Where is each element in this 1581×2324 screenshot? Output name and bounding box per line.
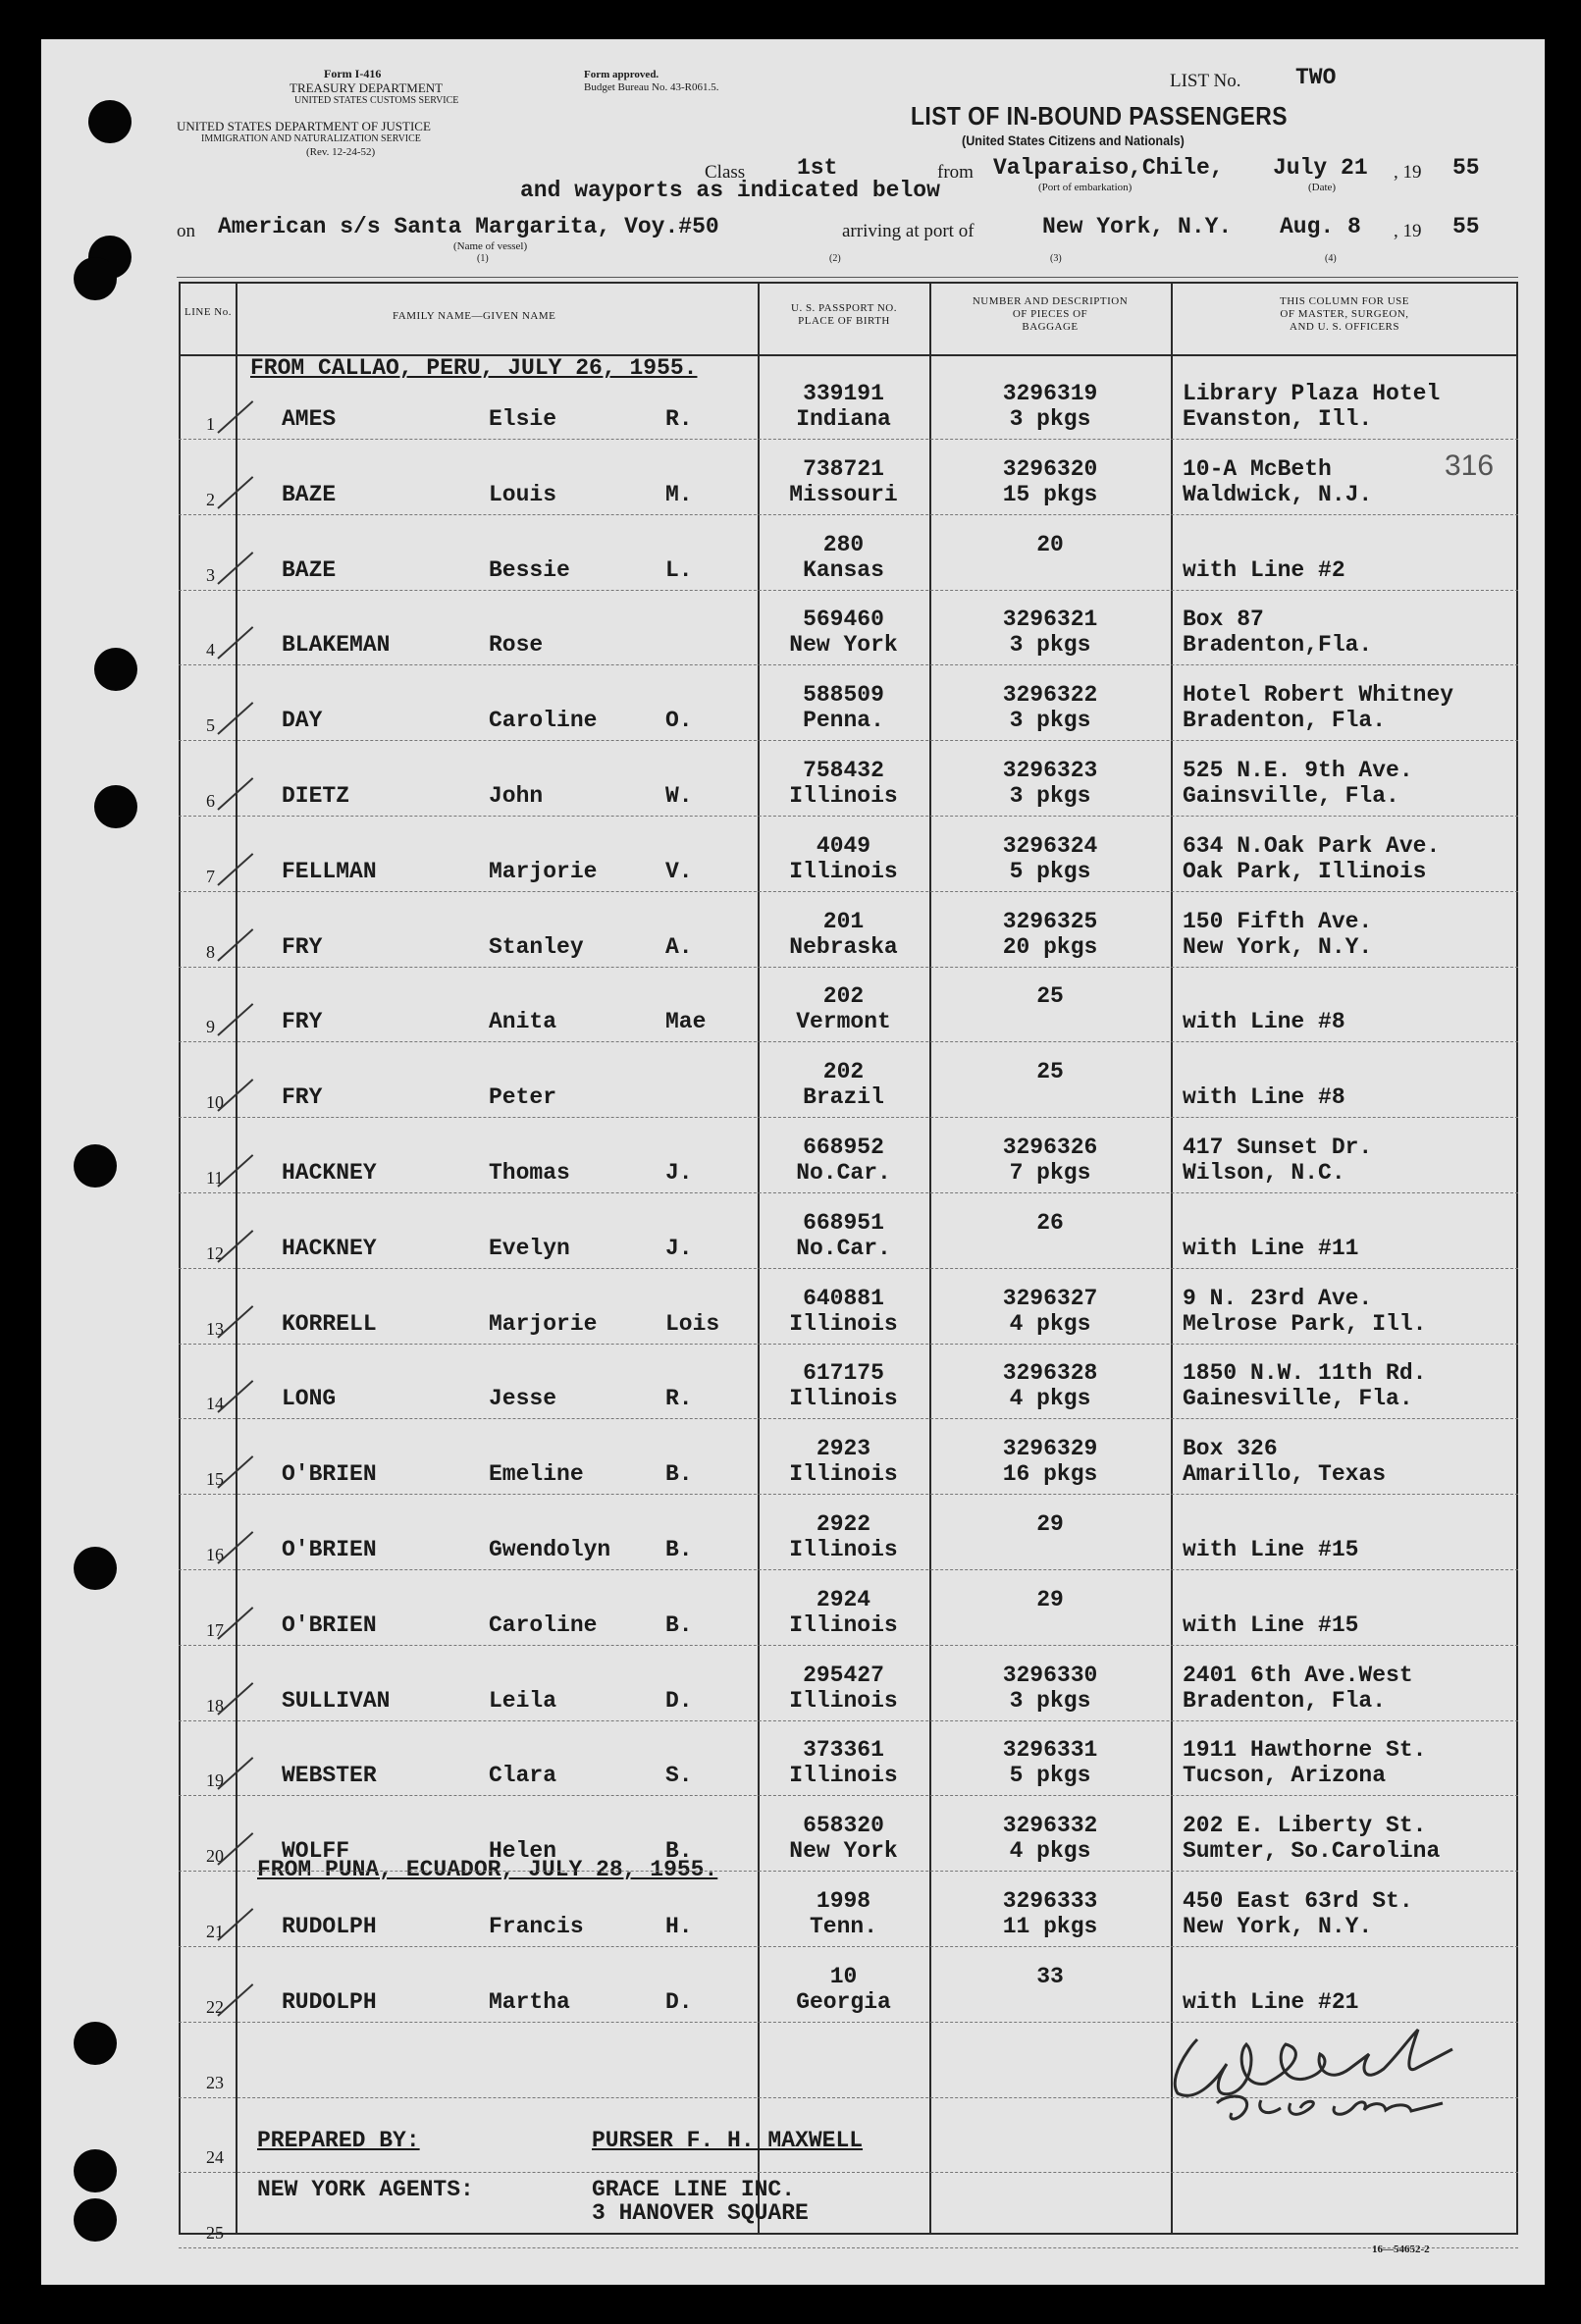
middle-initial: W.: [665, 783, 693, 809]
given-name: Emeline: [489, 1461, 584, 1488]
middle-initial: Lois: [665, 1310, 720, 1337]
row-separator: [179, 514, 1518, 515]
baggage-description: 3 pkgs: [1009, 1687, 1091, 1714]
agents-value-1: GRACE LINE INC.: [592, 2177, 796, 2202]
passport-number: 668952: [803, 1135, 884, 1160]
baggage-number: 25: [1036, 983, 1064, 1010]
prepared-label: PREPARED BY:: [257, 2128, 420, 2153]
passport-number: 588509: [803, 682, 884, 709]
budget-bureau: Budget Bureau No. 43-R061.5.: [584, 81, 719, 93]
arrival-date: Aug. 8: [1280, 214, 1361, 239]
line-number: 10: [206, 1092, 224, 1113]
baggage-number: 3296331: [1002, 1737, 1098, 1764]
family-name: LONG: [282, 1386, 337, 1412]
caption-4: (4): [1325, 253, 1337, 264]
baggage-number: 3296324: [1002, 832, 1098, 859]
vessel-name: American s/s Santa Margarita, Voy.#50: [218, 214, 719, 239]
baggage-description: 15 pkgs: [1002, 481, 1098, 507]
passport-number: 569460: [803, 607, 884, 633]
line-number: 20: [206, 1846, 224, 1867]
passport-number: 202: [822, 983, 865, 1010]
line-number: 24: [206, 2147, 224, 2168]
agents-label: NEW YORK AGENTS:: [257, 2177, 474, 2202]
address-line-2: Bradenton,Fla.: [1183, 632, 1373, 659]
passport-number: 10: [829, 1963, 858, 1989]
place-of-birth: Indiana: [796, 406, 891, 432]
address-line-1: 634 N.Oak Park Ave.: [1183, 832, 1441, 859]
place-of-birth: Illinois: [789, 1386, 898, 1412]
row-separator: [179, 1344, 1518, 1345]
stamp-number: 316: [1445, 449, 1495, 482]
arrival-year-prefix: , 19: [1394, 221, 1422, 241]
middle-initial: B.: [665, 1537, 693, 1562]
address-line-2: with Line #8: [1183, 1009, 1345, 1035]
family-name: O'BRIEN: [282, 1611, 377, 1638]
baggage-number: 3296328: [1002, 1360, 1098, 1387]
family-name: SULLIVAN: [282, 1687, 391, 1714]
line-number: 16: [206, 1545, 224, 1564]
family-name: FRY: [282, 1084, 323, 1111]
footer-code: 16—54652-2: [1372, 2244, 1430, 2255]
baggage-number: 3296326: [1002, 1135, 1098, 1160]
place-of-birth: Illinois: [789, 1461, 898, 1488]
given-name: Anita: [489, 1009, 557, 1035]
given-name: Marjorie: [489, 1310, 598, 1337]
embarkation-port: Valparaiso,Chile,: [993, 155, 1224, 181]
baggage-description: 4 pkgs: [1009, 1310, 1091, 1337]
arriving-label: arriving at port of: [842, 221, 975, 241]
line-number: 19: [206, 1770, 224, 1791]
column-divider: [929, 282, 931, 2235]
binder-hole: [74, 257, 117, 300]
family-name: AMES: [282, 406, 337, 432]
baggage-number: 3296330: [1002, 1662, 1098, 1688]
document-title: LIST OF IN-BOUND PASSENGERS: [911, 101, 1288, 131]
middle-initial: R.: [665, 1386, 693, 1412]
line-number: 25: [206, 2223, 224, 2244]
justice-department: UNITED STATES DEPARTMENT OF JUSTICE: [177, 119, 431, 133]
address-line-1: 9 N. 23rd Ave.: [1183, 1285, 1373, 1311]
line-number: 11: [206, 1168, 224, 1188]
row-separator: [179, 816, 1518, 817]
middle-initial: D.: [665, 1988, 693, 2015]
line-number: 13: [206, 1318, 224, 1339]
family-name: BAZE: [282, 481, 337, 507]
baggage-number: 25: [1036, 1059, 1064, 1085]
place-of-birth: Penna.: [803, 708, 884, 734]
line-number: 23: [206, 2072, 224, 2092]
line-number: 15: [206, 1469, 224, 1490]
baggage-description: 4 pkgs: [1009, 1838, 1091, 1865]
place-of-birth: Illinois: [789, 1763, 898, 1789]
embarkation-year: 55: [1452, 155, 1480, 181]
address-line-2: Bradenton, Fla.: [1183, 708, 1387, 734]
col-officers-2: OF MASTER, SURGEON,: [1280, 308, 1409, 320]
passport-number: 1998: [816, 1888, 871, 1914]
address-line-2: with Line #2: [1183, 556, 1345, 583]
place-of-birth: No.Car.: [796, 1160, 891, 1186]
embarkation-date: July 21: [1273, 155, 1368, 181]
line-number: 5: [206, 715, 215, 736]
baggage-number: 3296323: [1002, 758, 1098, 783]
place-of-birth: Kansas: [803, 556, 884, 583]
baggage-description: 7 pkgs: [1009, 1160, 1091, 1186]
line-number: 14: [206, 1394, 224, 1414]
baggage-description: 16 pkgs: [1002, 1461, 1098, 1488]
document-subtitle: (United States Citizens and Nationals): [962, 132, 1185, 148]
passport-number: 202: [822, 1059, 865, 1085]
baggage-number: 3296321: [1002, 607, 1098, 633]
baggage-description: 3 pkgs: [1009, 783, 1091, 809]
row-separator: [179, 664, 1518, 665]
row-separator: [179, 1645, 1518, 1646]
binder-hole: [74, 1547, 117, 1590]
arrival-year: 55: [1452, 214, 1480, 239]
header-rule: [177, 277, 1518, 278]
row-separator: [179, 1795, 1518, 1796]
middle-initial: H.: [665, 1914, 693, 1939]
passport-number: 4049: [816, 832, 871, 859]
officer-signature: [1158, 2010, 1462, 2128]
col-baggage-3: BAGGAGE: [1022, 321, 1079, 333]
row-separator: [179, 1569, 1518, 1570]
baggage-description: 3 pkgs: [1009, 708, 1091, 734]
address-line-2: New York, N.Y.: [1183, 933, 1373, 960]
binder-hole: [74, 2198, 117, 2242]
given-name: Peter: [489, 1084, 557, 1111]
place-of-birth: Georgia: [796, 1988, 891, 2015]
passport-number: 280: [822, 531, 865, 557]
family-name: BAZE: [282, 556, 337, 583]
address-line-2: New York, N.Y.: [1183, 1914, 1373, 1939]
col-officers-3: AND U. S. OFFICERS: [1290, 321, 1399, 333]
baggage-number: 26: [1036, 1209, 1064, 1236]
passport-number: 617175: [803, 1360, 884, 1387]
baggage-number: 3296319: [1002, 381, 1098, 406]
place-of-birth: Illinois: [789, 1687, 898, 1714]
baggage-number: 3296332: [1002, 1813, 1098, 1839]
row-separator: [179, 1946, 1518, 1947]
given-name: Stanley: [489, 933, 584, 960]
family-name: RUDOLPH: [282, 1988, 377, 2015]
line-number: 8: [206, 941, 215, 962]
prepared-value: PURSER F. H. MAXWELL: [592, 2128, 864, 2153]
passport-number: 373361: [803, 1737, 884, 1764]
family-name: BLAKEMAN: [282, 632, 391, 659]
column-divider: [236, 282, 237, 2235]
date-caption: (Date): [1308, 182, 1337, 193]
row-separator: [179, 1418, 1518, 1419]
address-line-1: 10-A McBeth: [1183, 455, 1332, 482]
address-line-1: 1911 Hawthorne St.: [1183, 1737, 1427, 1764]
passport-number: 758432: [803, 758, 884, 783]
col-passport-2: PLACE OF BIRTH: [798, 315, 890, 327]
address-line-2: Bradenton, Fla.: [1183, 1687, 1387, 1714]
given-name: Bessie: [489, 556, 570, 583]
signature-time: [1227, 2100, 1231, 2101]
col-name: FAMILY NAME—GIVEN NAME: [393, 310, 556, 322]
address-line-2: Evanston, Ill.: [1183, 406, 1373, 432]
address-line-2: with Line #8: [1183, 1084, 1345, 1111]
line-number: 12: [206, 1242, 224, 1263]
given-name: Marjorie: [489, 858, 598, 884]
form-revision: (Rev. 12-24-52): [306, 146, 376, 158]
arrival-port: New York, N.Y.: [1042, 214, 1233, 239]
middle-initial: D.: [665, 1687, 693, 1714]
passport-number: 658320: [803, 1813, 884, 1839]
address-line-1: Library Plaza Hotel: [1183, 381, 1441, 406]
middle-initial: B.: [665, 1611, 693, 1638]
baggage-number: 29: [1036, 1511, 1064, 1537]
baggage-description: 5 pkgs: [1009, 1763, 1091, 1789]
line-number: 18: [206, 1695, 224, 1716]
binder-hole: [88, 100, 132, 143]
family-name: O'BRIEN: [282, 1461, 377, 1488]
col-line-no: LINE No.: [184, 306, 232, 318]
given-name: Francis: [489, 1914, 584, 1939]
row-separator: [179, 1192, 1518, 1193]
baggage-number: 20: [1036, 531, 1064, 557]
wayports-note: and wayports as indicated below: [520, 178, 940, 203]
middle-initial: B.: [665, 1461, 693, 1488]
family-name: O'BRIEN: [282, 1537, 377, 1562]
passport-number: 668951: [803, 1209, 884, 1236]
binder-hole: [74, 2149, 117, 2192]
form-number: Form I-416: [324, 67, 382, 80]
address-line-1: 417 Sunset Dr.: [1183, 1135, 1373, 1160]
middle-initial: O.: [665, 708, 693, 734]
passport-number: 201: [822, 908, 865, 934]
place-of-birth: New York: [789, 632, 898, 659]
baggage-description: 11 pkgs: [1002, 1914, 1098, 1939]
passport-number: 640881: [803, 1285, 884, 1311]
family-name: WOLFF: [282, 1838, 350, 1865]
customs-service: UNITED STATES CUSTOMS SERVICE: [294, 95, 459, 106]
row-separator: [179, 1268, 1518, 1269]
middle-initial: L.: [665, 556, 693, 583]
given-name: Rose: [489, 632, 544, 659]
baggage-number: 3296320: [1002, 455, 1098, 482]
given-name: Jesse: [489, 1386, 557, 1412]
baggage-description: 4 pkgs: [1009, 1386, 1091, 1412]
address-line-2: with Line #15: [1183, 1611, 1359, 1638]
baggage-number: 29: [1036, 1586, 1064, 1612]
col-officers-1: THIS COLUMN FOR USE: [1279, 295, 1410, 307]
middle-initial: B.: [665, 1838, 693, 1865]
passport-number: 339191: [803, 381, 884, 406]
place-of-birth: Illinois: [789, 1310, 898, 1337]
place-of-birth: Nebraska: [789, 933, 898, 960]
address-line-1: 450 East 63rd St.: [1183, 1888, 1413, 1914]
address-line-2: Gainesville, Fla.: [1183, 1386, 1413, 1412]
caption-1: (1): [477, 253, 489, 264]
address-line-2: Waldwick, N.J.: [1183, 481, 1373, 507]
given-name: John: [489, 783, 544, 809]
family-name: WEBSTER: [282, 1763, 377, 1789]
baggage-number: 3296327: [1002, 1285, 1098, 1311]
line-number: 4: [206, 640, 215, 660]
address-line-2: with Line #11: [1183, 1235, 1359, 1261]
line-number: 7: [206, 866, 215, 886]
given-name: Martha: [489, 1988, 570, 2015]
column-divider: [1171, 282, 1173, 2235]
caption-3: (3): [1050, 253, 1062, 264]
address-line-1: 1850 N.W. 11th Rd.: [1183, 1360, 1427, 1387]
binder-hole: [74, 2022, 117, 2065]
given-name: Louis: [489, 481, 557, 507]
given-name: Caroline: [489, 708, 598, 734]
embarkation-year-prefix: , 19: [1394, 162, 1422, 183]
baggage-description: 5 pkgs: [1009, 858, 1091, 884]
address-line-1: Box 87: [1183, 607, 1264, 633]
address-line-2: Wilson, N.C.: [1183, 1160, 1345, 1186]
family-name: FELLMAN: [282, 858, 377, 884]
row-separator: [179, 1871, 1518, 1872]
col-baggage-2: OF PIECES OF: [1012, 308, 1088, 320]
passport-number: 295427: [803, 1662, 884, 1688]
binder-hole: [74, 1144, 117, 1188]
address-line-2: Amarillo, Texas: [1183, 1461, 1387, 1488]
given-name: Helen: [489, 1838, 557, 1865]
line-number: 2: [206, 489, 215, 509]
place-of-birth: Missouri: [789, 481, 898, 507]
line-number: 1: [206, 414, 215, 434]
line-number: 21: [206, 1922, 224, 1941]
form-approved: Form approved.: [584, 69, 659, 80]
section-puna: FROM PUNA, ECUADOR, JULY 28, 1955.: [257, 1857, 718, 1882]
row-separator: [179, 1041, 1518, 1042]
family-name: FRY: [282, 933, 323, 960]
given-name: Caroline: [489, 1611, 598, 1638]
baggage-number: 3296333: [1002, 1888, 1098, 1914]
place-of-birth: Illinois: [789, 1611, 898, 1638]
address-line-2: Oak Park, Illinois: [1183, 858, 1427, 884]
agents-value-2: 3 HANOVER SQUARE: [592, 2200, 809, 2226]
row-separator: [179, 2247, 1518, 2248]
baggage-number: 3296329: [1002, 1436, 1098, 1462]
address-line-2: Tucson, Arizona: [1183, 1763, 1387, 1789]
baggage-description: 3 pkgs: [1009, 632, 1091, 659]
baggage-description: 20 pkgs: [1002, 933, 1098, 960]
passport-number: 738721: [803, 455, 884, 482]
list-no-label: LIST No.: [1170, 71, 1241, 91]
address-line-1: 525 N.E. 9th Ave.: [1183, 758, 1413, 783]
vessel-caption: (Name of vessel): [453, 240, 528, 252]
given-name: Leila: [489, 1687, 557, 1714]
col-baggage-1: NUMBER AND DESCRIPTION: [972, 295, 1129, 307]
baggage-description: 3 pkgs: [1009, 406, 1091, 432]
place-of-birth: Tenn.: [809, 1914, 877, 1939]
family-name: FRY: [282, 1009, 323, 1035]
given-name: Thomas: [489, 1160, 570, 1186]
row-separator: [179, 891, 1518, 892]
middle-initial: V.: [665, 858, 693, 884]
given-name: Gwendolyn: [489, 1537, 611, 1562]
line-number: 9: [206, 1017, 215, 1037]
caption-2: (2): [829, 253, 841, 264]
given-name: Clara: [489, 1763, 557, 1789]
middle-initial: S.: [665, 1763, 693, 1789]
place-of-birth: No.Car.: [796, 1235, 891, 1261]
passport-number: 2922: [816, 1511, 871, 1537]
place-of-birth: Brazil: [803, 1084, 884, 1111]
middle-initial: R.: [665, 406, 693, 432]
section-callao: FROM CALLAO, PERU, JULY 26, 1955.: [250, 355, 698, 381]
line-number: 6: [206, 791, 215, 811]
list-no-value: TWO: [1295, 65, 1337, 90]
address-line-1: 150 Fifth Ave.: [1183, 908, 1373, 934]
address-line-2: Sumter, So.Carolina: [1183, 1838, 1441, 1865]
given-name: Evelyn: [489, 1235, 570, 1261]
immigration-service: IMMIGRATION AND NATURALIZATION SERVICE: [201, 133, 421, 144]
address-line-2: Gainsville, Fla.: [1183, 783, 1399, 809]
treasury-department: TREASURY DEPARTMENT: [290, 80, 444, 95]
row-separator: [179, 1494, 1518, 1495]
given-name: Elsie: [489, 406, 557, 432]
binder-hole: [94, 648, 137, 691]
place-of-birth: Illinois: [789, 1537, 898, 1562]
port-caption: (Port of embarkation): [1038, 182, 1133, 193]
place-of-birth: Vermont: [796, 1009, 891, 1035]
family-name: DIETZ: [282, 783, 350, 809]
address-line-2: Melrose Park, Ill.: [1183, 1310, 1427, 1337]
row-separator: [179, 1720, 1518, 1721]
line-number: 22: [206, 1996, 224, 2017]
row-separator: [179, 439, 1518, 440]
family-name: DAY: [282, 708, 323, 734]
middle-initial: J.: [665, 1160, 693, 1186]
place-of-birth: Illinois: [789, 783, 898, 809]
middle-initial: M.: [665, 481, 693, 507]
middle-initial: A.: [665, 933, 693, 960]
address-line-1: 202 E. Liberty St.: [1183, 1813, 1427, 1839]
row-separator: [179, 590, 1518, 591]
row-separator: [179, 1117, 1518, 1118]
family-name: RUDOLPH: [282, 1914, 377, 1939]
family-name: HACKNEY: [282, 1160, 377, 1186]
middle-initial: J.: [665, 1235, 693, 1261]
address-line-1: Box 326: [1183, 1436, 1278, 1462]
col-passport-1: U. S. PASSPORT NO.: [791, 302, 897, 314]
row-separator: [179, 2172, 1518, 2173]
row-separator: [179, 967, 1518, 968]
place-of-birth: Illinois: [789, 858, 898, 884]
address-line-2: with Line #15: [1183, 1537, 1359, 1562]
binder-hole: [94, 785, 137, 828]
address-line-1: Hotel Robert Whitney: [1183, 682, 1454, 709]
line-number: 3: [206, 564, 215, 585]
row-separator: [179, 740, 1518, 741]
line-number: 17: [206, 1619, 224, 1640]
address-line-2: with Line #21: [1183, 1988, 1359, 2015]
family-name: HACKNEY: [282, 1235, 377, 1261]
baggage-number: 33: [1036, 1963, 1064, 1989]
place-of-birth: New York: [789, 1838, 898, 1865]
address-line-1: 2401 6th Ave.West: [1183, 1662, 1413, 1688]
class-label: Class: [705, 162, 746, 183]
passport-number: 2924: [816, 1586, 871, 1612]
on-label: on: [177, 221, 195, 241]
from-label: from: [937, 162, 974, 183]
baggage-number: 3296325: [1002, 908, 1098, 934]
passport-number: 2923: [816, 1436, 871, 1462]
middle-initial: Mae: [665, 1009, 707, 1035]
class-value: 1st: [797, 155, 838, 181]
family-name: KORRELL: [282, 1310, 377, 1337]
baggage-number: 3296322: [1002, 682, 1098, 709]
